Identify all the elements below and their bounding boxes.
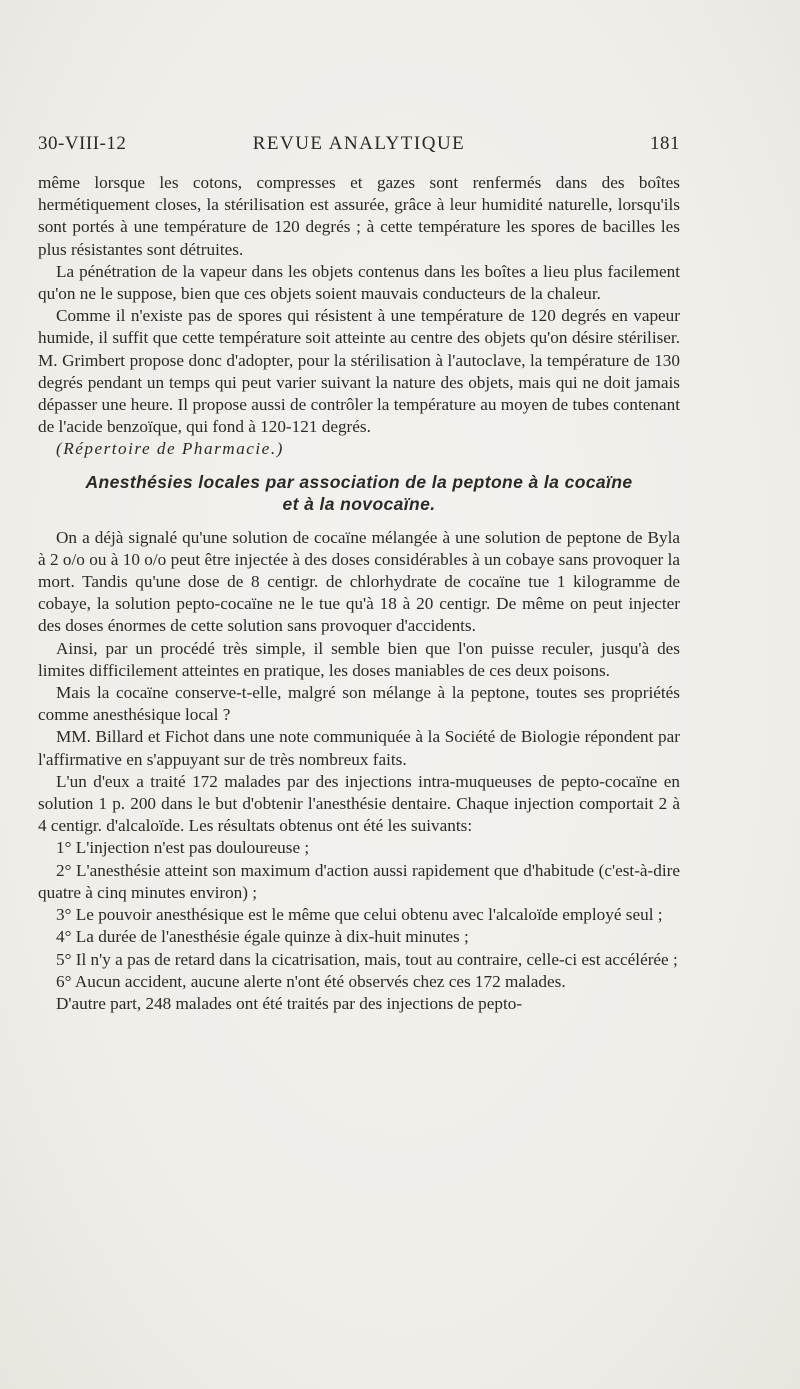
paragraph: Ainsi, par un procédé très simple, il semble bien que l'on puisse reculer, jusqu'à des limites difficilement atteintes en pratique, les doses maniables de ces deux poisons.	[38, 638, 680, 680]
paragraph: Mais la cocaïne conserve-t-elle, malgré son mélange à la peptone, toutes ses propriétés comme anesthésique local ?	[38, 683, 680, 725]
page-number: 181	[650, 133, 680, 154]
source-citation: (Répertoire de Pharmacie.)	[56, 439, 284, 459]
results-list	[38, 837, 680, 992]
journal-title: REVUE ANALYTIQUE	[252, 133, 466, 154]
paragraph: D'autre part, 248 malades ont été traités par des injections de pepto-	[56, 993, 523, 1013]
header-date: 30-VIII-12	[38, 133, 127, 154]
paragraph: L'un d'eux a traité 172 malades par des injections intra-muqueuses de pepto-cocaïne en solution 1 p. 200 dans le but d'obtenir l'anesthésie dentaire. Chaque injection comportait 2 à 4 centigr. d'alcaloïde. Les résultats obtenus ont été les suivants:	[38, 771, 680, 836]
list-item: 2° L'anesthésie atteint son maximum d'action aussi rapidement que d'habitude (c'est-à-dire quatre à cinq minutes environ) ;	[38, 860, 680, 902]
paragraph: On a déjà signalé qu'une solution de cocaïne mélangée à une solution de peptone de Byla à 2 o/o ou à 10 o/o peut être injectée à des doses considérables à un cobaye sans provoquer la mort. Tandis qu'une dose de 8 centigr. de chlorhydrate de cocaïne tue 1 kilogramme de cobaye, la solution pepto-cocaïne ne le tue qu'à 18 à 20 centigr. De même on peut injecter des doses énormes de cette solution sans provoquer d'accidents.	[38, 527, 680, 636]
paragraph: même lorsque les cotons, compresses et gazes sont renfermés dans des boîtes hermétiquement closes, la stérilisation est assurée, grâce à leur humidité naturelle, lorsqu'ils sont portés à une température de 120 degrés ; à cette température les spores de bacilles les plus résistantes sont détruites.	[38, 173, 680, 259]
list-item: 5° Il n'y a pas de retard dans la cicatrisation, mais, tout au contraire, celle-ci est accélérée ;	[56, 949, 678, 969]
list-item: 6° Aucun accident, aucune alerte n'ont été observés chez ces 172 malades.	[56, 971, 566, 991]
paragraph: Comme il n'existe pas de spores qui résistent à une température de 120 degrés en vapeur humide, il suffit que cette température soit atteinte au centre des objets qu'on désire stériliser. M. Grimbert propose donc d'adopter, pour la stérilisation à l'autoclave, la température de 130 degrés pendant un temps qui peut varier suivant la nature des objets, mais qui ne doit jamais dépasser une heure. Il propose aussi de contrôler la température au moyen de tubes contenant de l'acide benzoïque, qui fond à 120-121 degrés.	[38, 306, 680, 437]
article-title	[38, 471, 680, 515]
body-text	[38, 172, 680, 1015]
paragraph: La pénétration de la vapeur dans les objets contenus dans les boîtes a lieu plus facilement qu'on ne le suppose, bien que ces objets soient mauvais conducteurs de la chaleur.	[38, 261, 680, 304]
article-title-line-1: Anesthésies locales par association de la peptone à la cocaïne	[85, 471, 633, 492]
list-item: 1° L'injection n'est pas douloureuse ;	[56, 838, 310, 858]
list-item: 4° La durée de l'anesthésie égale quinze à dix-huit minutes ;	[56, 927, 469, 947]
paragraph: MM. Billard et Fichot dans une note communiquée à la Société de Biologie répondent par l'affirmative en s'appuyant sur de très nombreux faits.	[38, 727, 680, 769]
running-header	[38, 133, 680, 163]
list-item: 3° Le pouvoir anesthésique est le même que celui obtenu avec l'alcaloïde employé seul ;	[56, 905, 663, 925]
article-title-line-2: et à la novocaïne.	[282, 493, 436, 514]
